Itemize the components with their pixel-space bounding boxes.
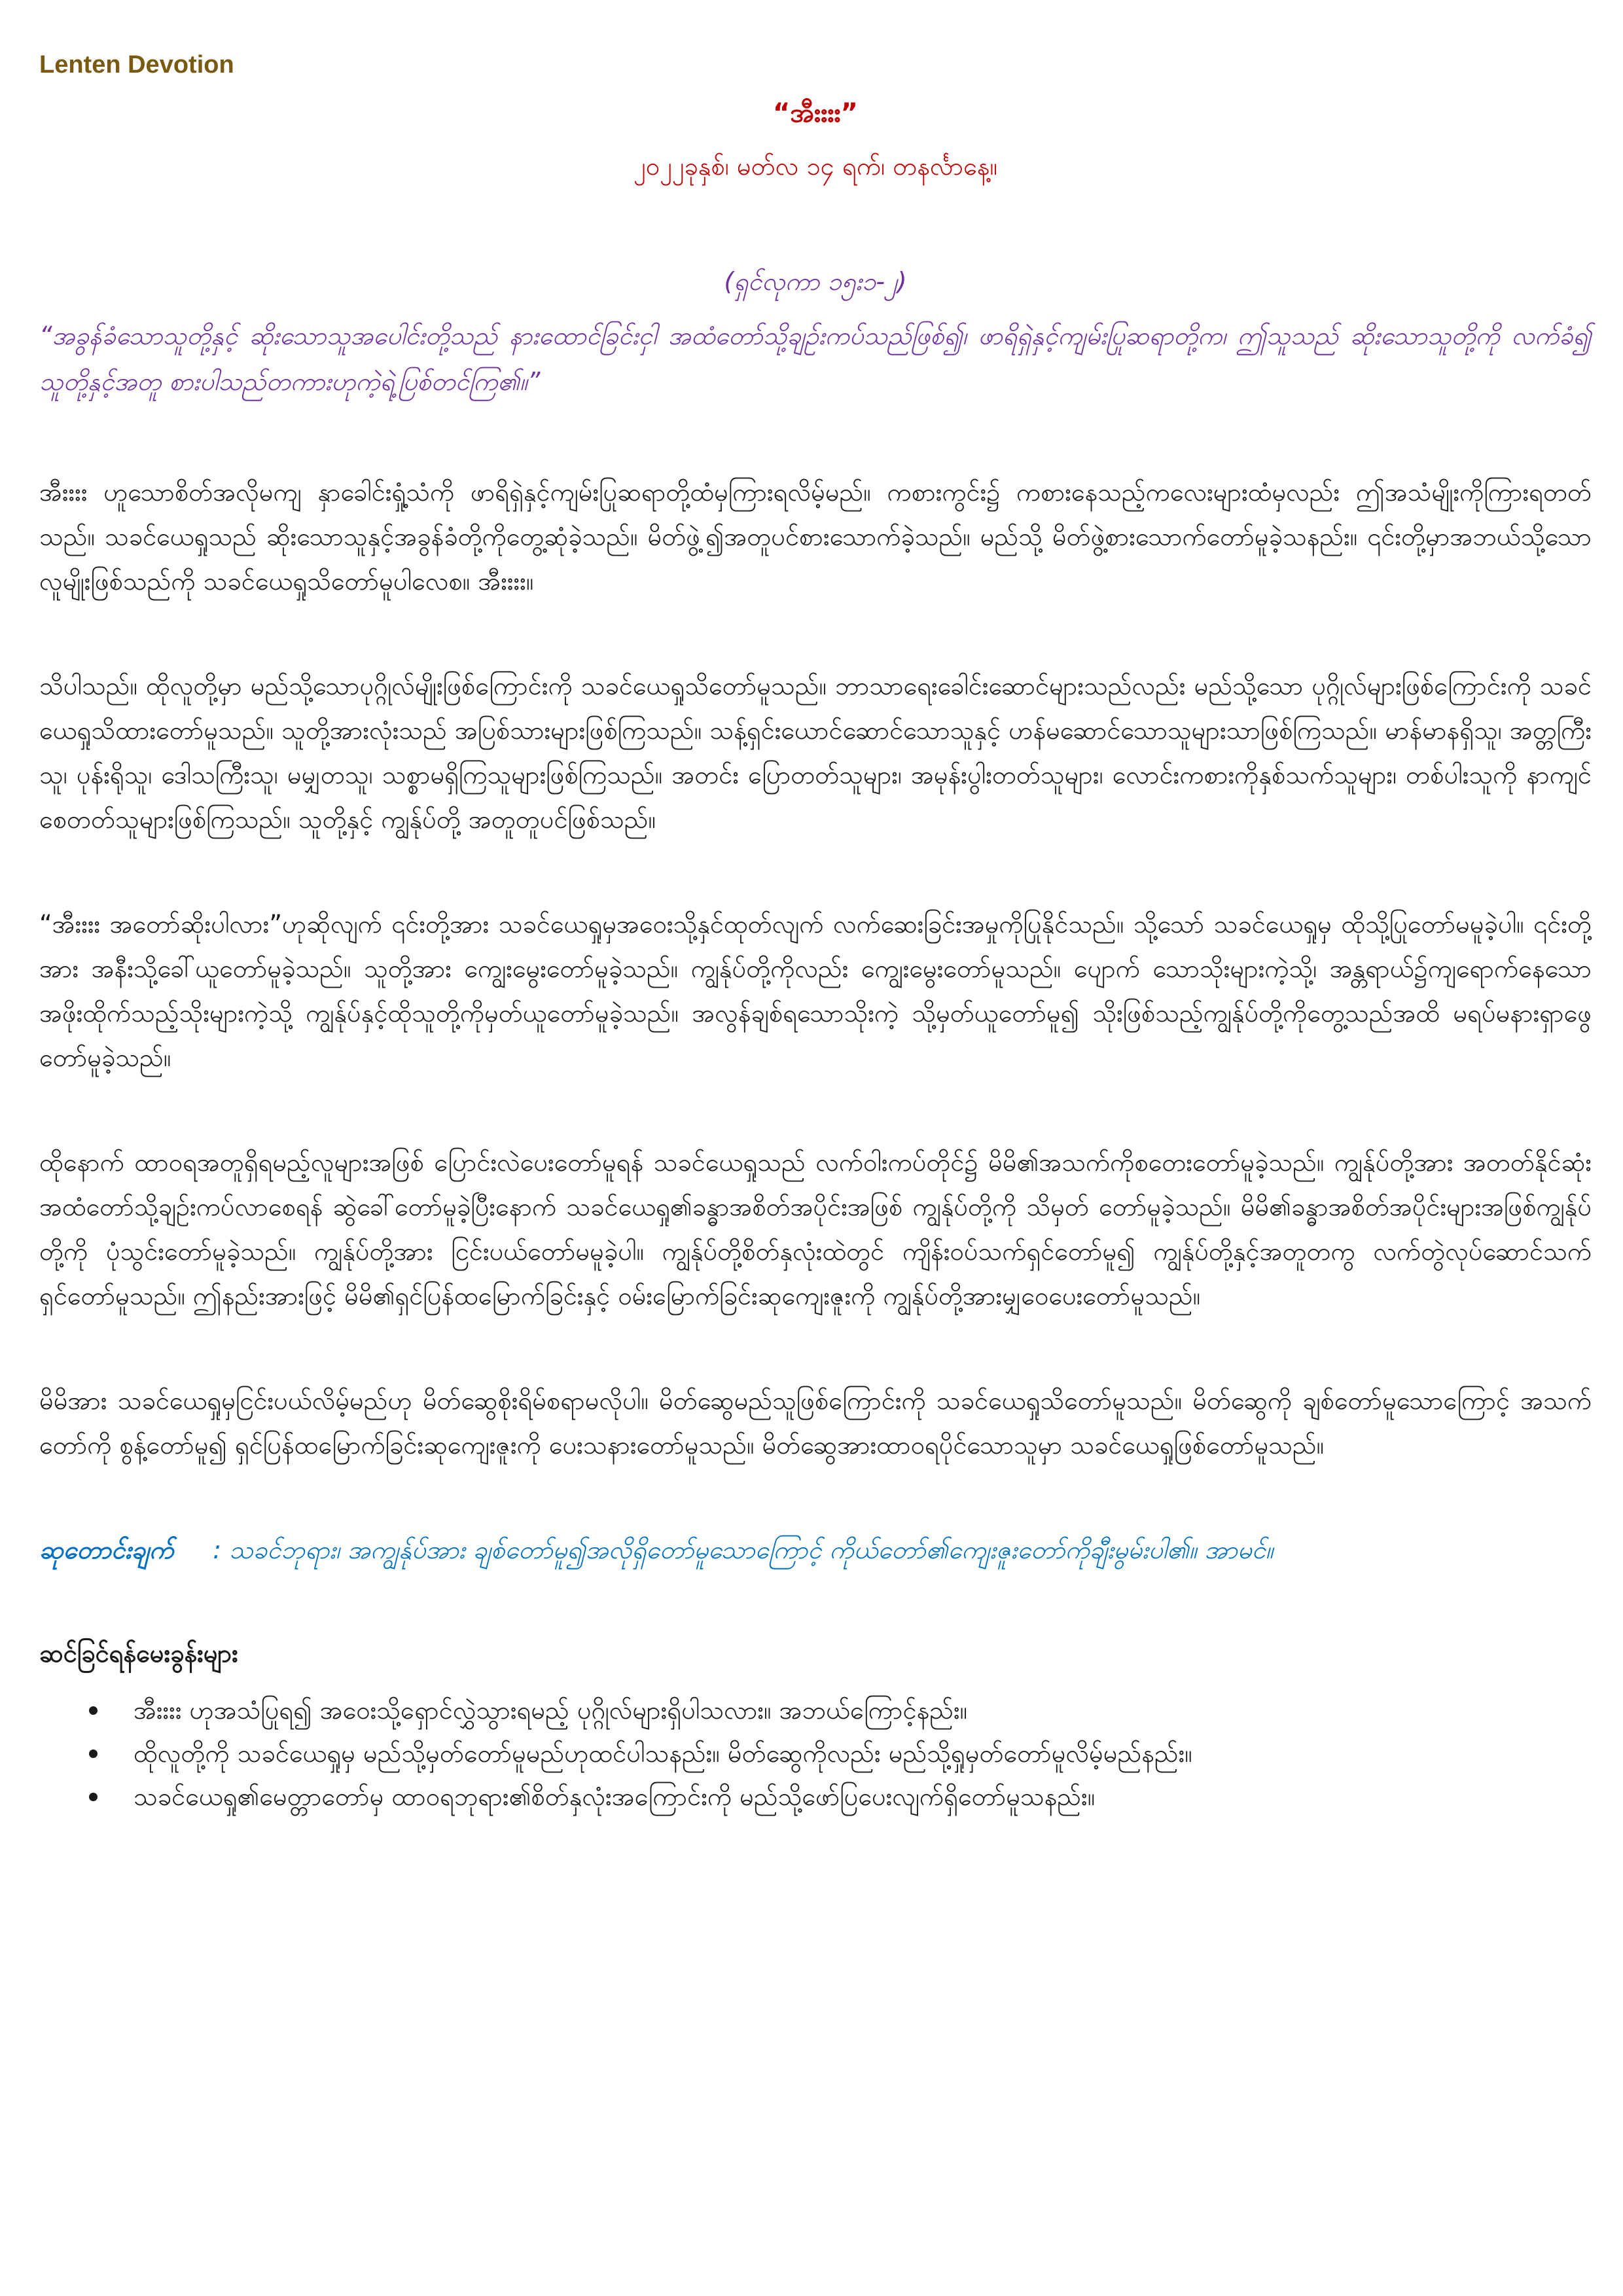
questions-list: [39, 1689, 1592, 1818]
list-item: [86, 1689, 1592, 1732]
header-label: Lenten Devotion: [39, 51, 234, 79]
paragraph-5: မိမိအား သခင်ယေရှုမှငြင်းပယ်လိမ့်မည်ဟု မိတ်ဆွေစိုးရိမ်စရာမလိုပါ။ မိတ်ဆွေမည်သူဖြစ်ကြောင်းကို သခင်ယေရှုသိတော်မူသည်။ မိတ်ဆွေကို ချစ်တော်မူသောကြောင့် အသက်တော်ကို စွန့်တော်မူ၍ ရှင်ပြန်ထမြောက်ခြင်းဆုကျေးဇူးကို ပေးသနားတော်မူသည်။ မိတ်ဆွေအားထာဝရပိုင်သောသူမှာ သခင်ယေရှုဖြစ်တော်မူသည်။: [39, 1386, 1592, 1460]
bullet-icon: [86, 1775, 102, 1818]
paragraph-1: အီးးးး ဟူသောစိတ်အလိုမကျ နှာခေါင်းရှုံ့သံကို ဖာရိရှဲနှင့်ကျမ်းပြုဆရာတို့ထံမှကြားရလိမ့်မည်။ ကစားကွင်း၌ ကစားနေသည့်ကလေးများထံမှလည်း ဤအသံမျိုးကိုကြားရတတ်သည်။ သခင်ယေရှုသည် ဆိုးသောသူနှင့်အခွန်ခံတို့ကိုတွေ့ဆုံခဲ့သည်။ မိတ်ဖွဲ့၍အတူပင်စားသောက်ခဲ့သည်။ မည်သို့ မိတ်ဖွဲ့စားသောက်တော်မူခဲ့သနည်း။ ၎င်းတို့မှာအဘယ်သို့သောလူမျိုးဖြစ်သည်ကို သခင်ယေရှုသိတော်မူပါလေစ။ အီးးးး။: [39, 478, 1592, 596]
scripture-reference: (ရှင်လုကာ ၁၅း၁-၂): [724, 267, 907, 296]
list-item: [86, 1775, 1592, 1818]
page-title: “အီးးးး”: [773, 98, 858, 128]
prayer-block: [39, 1528, 1592, 1572]
list-item: [86, 1732, 1592, 1775]
paragraph-4: ထိုနောက် ထာဝရအတူရှိရမည့်လူများအဖြစ် ပြောင်းလဲပေးတော်မူရန် သခင်ယေရှုသည် လက်ဝါးကပ်တိုင်၌ မိမိ၏အသက်ကိုစတေးတော်မူခဲ့သည်။ ကျွန်ုပ်တို့အား အတတ်နိုင်ဆုံး အထံတော်သို့ချဉ်းကပ်လာစေရန် ဆွဲခေါ်တော်မူခဲ့ပြီးနောက် သခင်ယေရှု၏ခန္ဓာအစိတ်အပိုင်းအဖြစ် ကျွန်ုပ်တို့ကို သိမှတ် တော်မူခဲ့သည်။ မိမိ၏ခန္ဓာအစိတ်အပိုင်းများအဖြစ်ကျွန်ုပ်တို့ကို ပုံသွင်းတော်မူခဲ့သည်။ ကျွန်ုပ်တို့အား ငြင်းပယ်တော်မမူခဲ့ပါ။ ကျွန်ုပ်တို့စိတ်နှလုံးထဲတွင် ကျိန်းဝပ်သက်ရှင်တော်မူ၍ ကျွန်ုပ်တို့နှင့်အတူတကွ လက်တွဲလုပ်ဆောင်သက်ရှင်တော်မူသည်။ ဤနည်းအားဖြင့် မိမိ၏ရှင်ပြန်ထမြောက်ခြင်းနှင့် ဝမ်းမြောက်ခြင်းဆုကျေးဇူးကို ကျွန်ုပ်တို့အားမျှဝေပေးတော်မူသည်။: [39, 1148, 1592, 1310]
bullet-icon: [86, 1732, 102, 1775]
question-text: သခင်ယေရှု၏မေတ္တာတော်မှ ထာဝရဘုရား၏စိတ်နှလုံးအကြောင်းကို မည်သို့ဖော်ပြပေးလျက်ရှိတော်မူသနည်း။: [134, 1782, 1096, 1811]
question-text: ထိုလူတို့ကို သခင်ယေရှုမှ မည်သို့မှတ်တော်မူမည်ဟုထင်ပါသနည်း။ မိတ်ဆွေကိုလည်း မည်သို့ရှုမှတ်တော်မူလိမ့်မည်နည်း။: [134, 1739, 1192, 1768]
questions-heading: ဆင်ခြင်ရန်မေးခွန်းများ: [39, 1639, 238, 1668]
date-line: ၂၀၂၂ခုနှစ်၊ မတ်လ ၁၄ ရက်၊ တနင်္လာနေ့။: [633, 152, 997, 181]
prayer-label: ဆုတောင်းချက်: [39, 1535, 174, 1564]
paragraph-3: “အီးးးး အတော်ဆိုးပါလား”ဟုဆိုလျက် ၎င်းတို့အား သခင်ယေရှုမှအဝေးသို့နှင်ထုတ်လျက် လက်ဆေးခြင်းအမှုကိုပြုနိုင်သည်။ သို့သော် သခင်ယေရှုမှ ထိုသို့ပြုတော်မမူခဲ့ပါ။ ၎င်းတို့အား အနီးသို့ခေါ်ယူတော်မူခဲ့သည်။ သူတို့အား ကျွေးမွေးတော်မူခဲ့သည်။ ကျွန်ုပ်တို့ကိုလည်း ကျွေးမွေးတော်မူသည်။ ပျောက် သောသိုးများကဲ့သို့၊ အန္တရာယ်၌ကျရောက်နေသော အဖိုးထိုက်သည့်သိုးများကဲ့သို့ ကျွန်ုပ်နှင့်ထိုသူတို့ကိုမှတ်ယူတော်မူခဲ့သည်။ အလွန်ချစ်ရသောသိုးကဲ့ သို့မှတ်ယူတော်မူ၍ သိုးဖြစ်သည့်ကျွန်ုပ်တို့ကိုတွေ့သည်အထိ မရပ်မနားရှာဖွေတော်မူခဲ့သည်။: [39, 910, 1592, 1072]
question-text: အီးးးး ဟုအသံပြုရ၍ အဝေးသို့ရှောင်လွှဲသွားရမည့် ပုဂ္ဂိုလ်များရှိပါသလား။ အဘယ်ကြောင့်နည်း။: [134, 1696, 968, 1725]
bullet-icon: [86, 1689, 102, 1732]
prayer-text: : သခင်ဘုရား၊ အကျွန်ုပ်အား ချစ်တော်မူ၍အလိုရှိတော်မူသောကြောင့် ကိုယ်တော်၏ကျေးဇူးတော်ကိုချီးမွမ်းပါ၏။ အာမင်။: [213, 1535, 1274, 1564]
scripture-quote: “အခွန်ခံသောသူတို့နှင့် ဆိုးသောသူအပေါင်းတို့သည် နားထောင်ခြင်းငှါ အထံတော်သို့ချဉ်းကပ်သည်ဖြစ်၍၊ ဖာရိရှဲနှင့်ကျမ်းပြုဆရာတို့က၊ ဤသူသည် ဆိုးသောသူတို့ကို လက်ခံ၍ သူတို့နှင့်အတူ စားပါသည်တကားဟုကဲ့ရဲ့ပြစ်တင်ကြ၏။”: [39, 321, 1592, 396]
paragraph-2: သိပါသည်။ ထိုလူတို့မှာ မည်သို့သောပုဂ္ဂိုလ်မျိုးဖြစ်ကြောင်းကို သခင်ယေရှုသိတော်မူသည်။ ဘာသာရေးခေါင်းဆောင်များသည်လည်း မည်သို့သော ပုဂ္ဂိုလ်များဖြစ်ကြောင်းကို သခင်ယေရှုသိထားတော်မူသည်။ သူတို့အားလုံးသည် အပြစ်သားများဖြစ်ကြသည်။ သန့်ရှင်းယောင်ဆောင်သောသူနှင့် ဟန်မဆောင်သောသူများသာဖြစ်ကြသည်။ မာန်မာနရှိသူ၊ အတ္တကြီးသူ၊ ပုန်းရိုသူ၊ ဒေါသကြီးသူ၊ မမျှတသူ၊ သစ္စာမရှိကြသူများဖြစ်ကြသည်။ အတင်း ပြောတတ်သူများ၊ အမုန်းပွါးတတ်သူများ၊ လောင်းကစားကိုနှစ်သက်သူများ၊ တစ်ပါးသူကို နာကျင်စေတတ်သူများဖြစ်ကြသည်။ သူတို့နှင့် ကျွန်ုပ်တို့ အတူတူပင်ဖြစ်သည်။: [39, 672, 1592, 834]
